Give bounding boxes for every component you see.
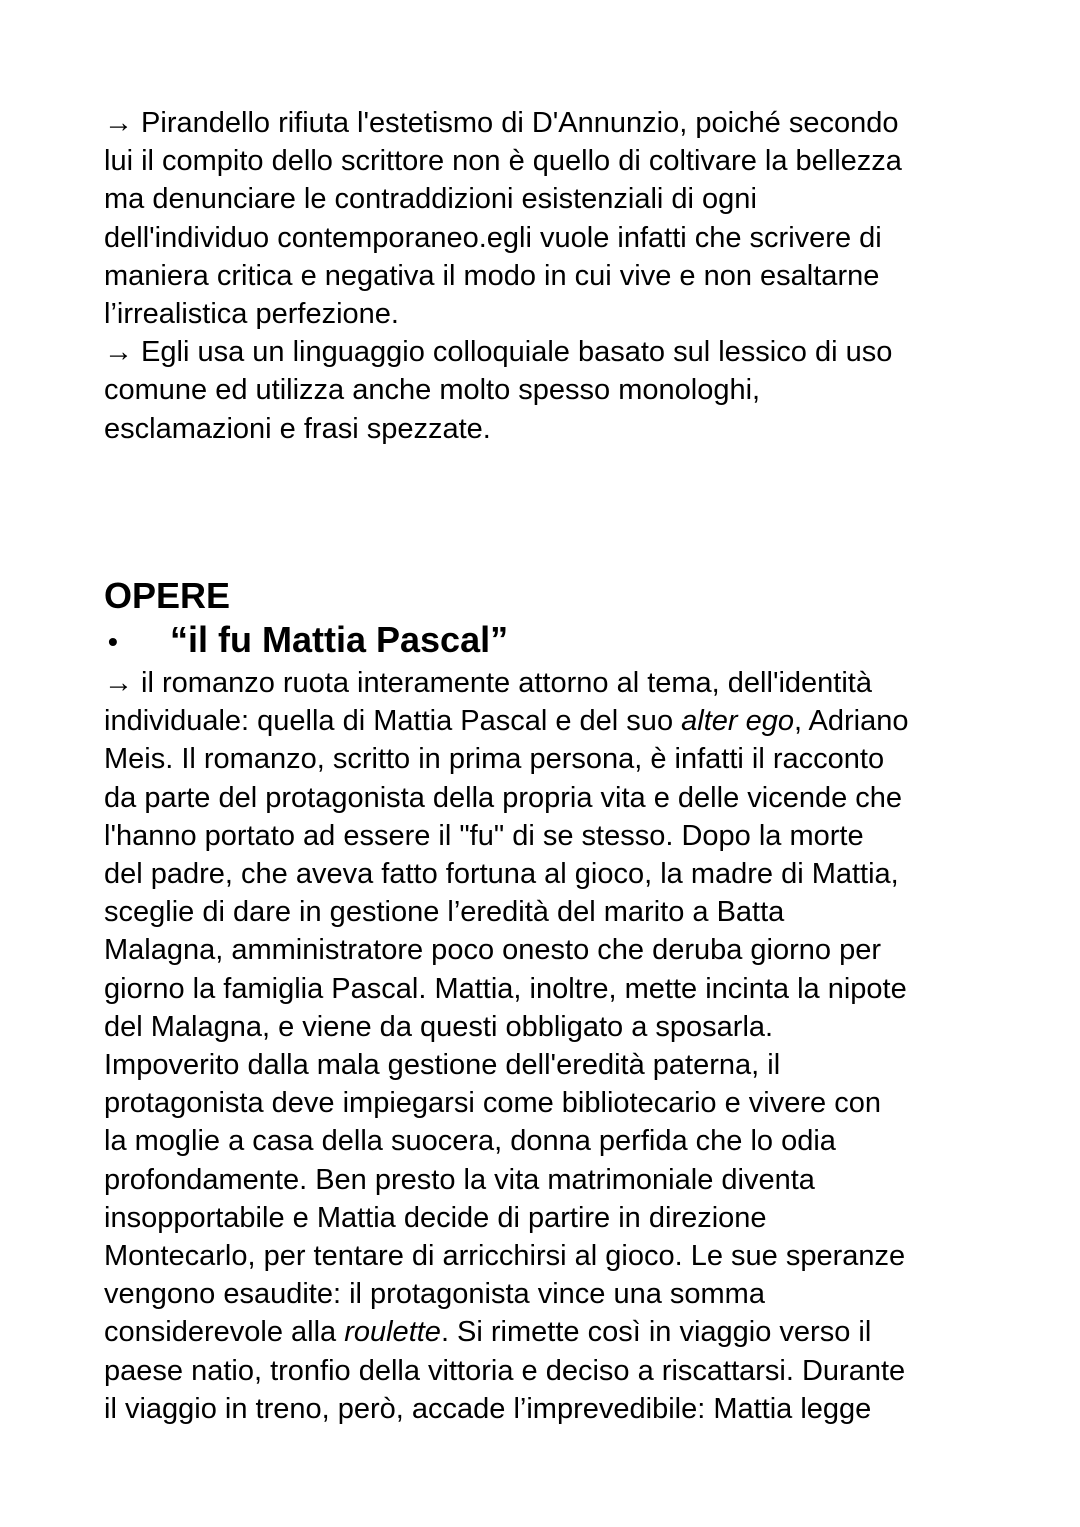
plot-text: . Si rimette così in viaggio verso il [440,1316,872,1349]
plot-line: Impoverito dalla mala gestione dell'eredità paterna, il [104,1049,781,1082]
plot-line: del Malagna, e viene da questi obbligato a sposarla. [104,1010,774,1043]
intro-line: dell'individuo contemporaneo.egli vuole infatti che scrivere di [104,221,882,254]
work-title-item [104,618,508,664]
plot-text: considerevole alla [104,1316,345,1349]
plot-line: da parte del protagonista della propria vita e delle vicende che [104,781,903,814]
plot-text: individuale: quella di Mattia Pascal e del suo [104,705,682,738]
plot-line: Montecarlo, per tentare di arricchirsi al gioco. Le sue speranze [104,1240,906,1273]
plot-line [104,1313,908,1351]
intro-paragraph [104,104,902,448]
intro-line: ma denunciare le contraddizioni esistenziali di ogni [104,183,757,216]
plot-line: giorno la famiglia Pascal. Mattia, inoltre, mette incinta la nipote [104,972,907,1005]
plot-line: l'hanno portato ad essere il "fu" di se stesso. Dopo la morte [104,819,864,852]
intro-line: esclamazioni e frasi spezzate. [104,412,491,445]
section-heading: OPERE [104,575,231,616]
intro-line: comune ed utilizza anche molto spesso monologhi, [104,374,761,407]
plot-line: paese natio, tronfio della vittoria e deciso a riscattarsi. Durante [104,1354,906,1387]
plot-line: protagonista deve impiegarsi come bibliotecario e vivere con [104,1087,881,1120]
plot-text: , Adriano [794,705,909,738]
plot-line: sceglie di dare in gestione l’eredità del marito a Batta [104,896,785,929]
plot-line: del padre, che aveva fatto fortuna al gioco, la madre di Mattia, [104,858,899,891]
intro-line: lui il compito dello scrittore non è quello di coltivare la bellezza [104,145,902,178]
plot-line: Meis. Il romanzo, scritto in prima persona, è infatti il racconto [104,743,885,776]
plot-line: Malagna, amministratore poco onesto che deruba giorno per [104,934,882,967]
plot-italic-term: roulette [344,1316,441,1349]
work-title: “il fu Mattia Pascal” [170,619,509,660]
plot-line: insopportabile e Mattia decide di partire in direzione [104,1201,767,1234]
plot-paragraph [104,664,908,1428]
intro-line: l’irrealistica perfezione. [104,298,399,331]
intro-line: → Pirandello rifiuta l'estetismo di D'Annunzio, poiché secondo [104,107,899,139]
plot-italic-term: alter ego [681,705,794,738]
plot-line: il viaggio in treno, però, accade l’imprevedibile: Mattia legge [104,1392,872,1425]
bullet-icon: • [108,626,118,658]
plot-line [104,702,908,740]
intro-line: → Egli usa un linguaggio colloquiale basato sul lessico di uso [104,336,893,369]
plot-line: → il romanzo ruota interamente attorno al tema, dell'identità [104,667,872,699]
plot-line: la moglie a casa della suocera, donna perfida che lo odia [104,1125,836,1158]
plot-line: vengono esaudite: il protagonista vince una somma [104,1278,765,1311]
intro-line: maniera critica e negativa il modo in cui vive e non esaltarne [104,259,880,292]
plot-line: profondamente. Ben presto la vita matrimoniale diventa [104,1163,815,1196]
